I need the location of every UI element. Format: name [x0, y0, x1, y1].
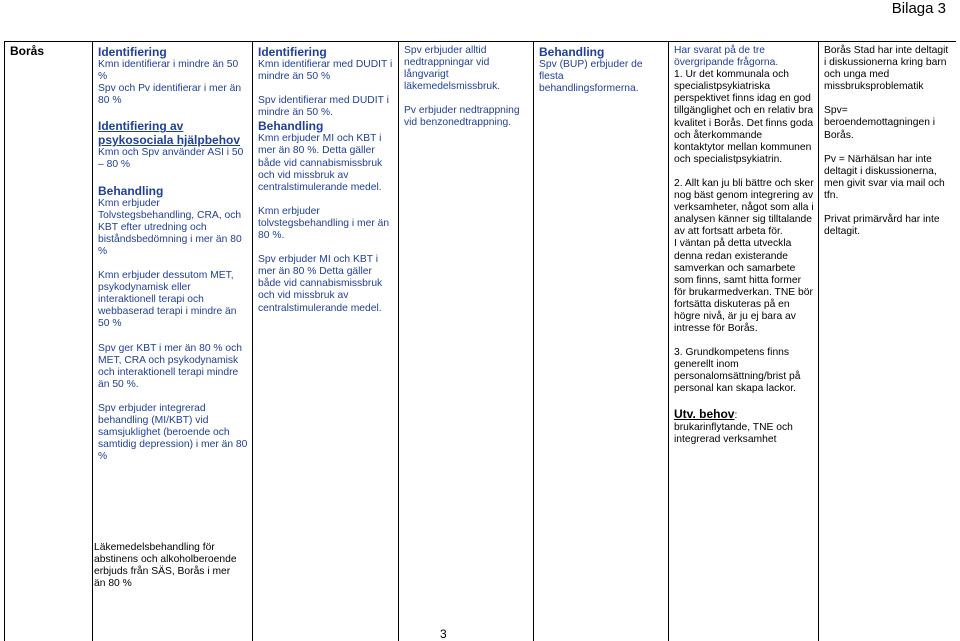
- identification-text: [98, 59, 248, 107]
- identification-paragraph: Kmn identifierar med DUDIT i mindre än 50 %: [258, 59, 393, 83]
- page-number: 3: [440, 627, 447, 641]
- identification-line: Spv och Pv identifierar i mer än 80 %: [98, 83, 242, 107]
- comment-paragraph: Spv= beroendemottagningen i Borås.: [824, 105, 936, 141]
- place-column: [5, 42, 93, 641]
- analysis-intro: Har svarat på de tre övergripande frågorna.: [674, 45, 779, 69]
- identification-heading: Identifiering: [258, 45, 327, 59]
- analysis-column: [669, 42, 819, 641]
- treatment-heading: Behandling: [98, 183, 164, 198]
- medication-column: [399, 42, 534, 641]
- identification-heading: Identifiering: [98, 45, 167, 59]
- psychosocial-text: Kmn och Spv använder ASI i 50 – 80 %: [98, 147, 244, 171]
- treatment-paragraph: Spv erbjuder MI och KBT i mer än 80 % Detta gäller både vid cannabismissbruk och vid missbruk av centralstimulerande medel.: [258, 254, 383, 314]
- treatment-paragraph: Kmn erbjuder Tolvstegsbehandling, CRA, och KBT efter utredning och biståndsbedömning i mer än 80 %: [98, 197, 242, 257]
- psychosocial-heading: Identifiering av psykosociala hjälpbehov: [98, 119, 241, 148]
- youth-text: Spv (BUP) erbjuder de flesta behandlingsformerna.: [539, 59, 643, 95]
- comments-column: [819, 42, 957, 641]
- analysis-paragraph: 3. Grundkompetens finns generellt inom personalomsättning/brist på personal kan skapa lackor.: [674, 347, 801, 395]
- analysis-paragraph: 1. Ur det kommunala och specialistpsykiatriska perspektivet finns idag en god tillgänglighet och en relativ bra kvalitet i Borås. Det finns goda och återkommande kontaktytor mellan kommunen och specialistpsykiatrin.: [674, 69, 814, 165]
- treatment-heading: Behandling: [258, 119, 324, 134]
- analysis-paragraph: I väntan på detta utveckla denna redan existerande samverkan och samarbete som finns, samt hitta former för brukarmedverkan. TNE bör fortsätta diskuteras på en högre nivå, är ju ej bara av intresse för Borås.: [674, 238, 813, 335]
- identification-paragraph: Spv identifierar med DUDIT i mindre än 50 %.: [258, 95, 389, 119]
- comment-paragraph: Privat primärvård har inte deltagit.: [824, 214, 940, 238]
- treatment-paragraph: Spv erbjuder integrerad behandling (MI/KBT) vid samsjuklighet (beroende och samtidig depression) i mer än 80 %: [98, 402, 248, 463]
- medication-paragraph: Spv erbjuder alltid nedtrappningar vid långvarigt läkemedelsmissbruk.: [404, 45, 501, 93]
- place-name: Borås: [10, 44, 45, 58]
- analysis-paragraph: 2. Allt kan ju bli bättre och sker nog bäst genom integrering av verksamheter, något som alla i analysen känner sig tilltalande av att fortsatt arbeta för.: [674, 177, 814, 238]
- development-needs: [674, 408, 814, 446]
- narcotics-column: [253, 42, 399, 641]
- medication-paragraph: Pv erbjuder nedtrappning vid benzonedtrappning.: [404, 105, 520, 129]
- attachment-label: Bilaga 3: [891, 0, 946, 17]
- treatment-heading: Behandling: [539, 45, 605, 59]
- comment-paragraph: Borås Stad har inte deltagit i diskussionerna kring barn och unga med missbruksproblematik: [824, 45, 949, 93]
- identification-line: Kmn identifierar i mindre än 50 %: [98, 59, 239, 83]
- treatment-paragraph: Kmn erbjuder MI och KBT i mer än 80 %. Detta gäller både vid cannabismissbruk och vid missbruk av centralstimulerande medel.: [258, 133, 383, 193]
- medication-note: Läkemedelsbehandling för abstinens och alkoholberoende erbjuds från SÄS, Borås i mer än 80 %: [94, 542, 237, 590]
- treatment-paragraph: Spv ger KBT i mer än 80 % och MET, CRA och psykodynamisk och interaktionell terapi mindre än 50 %.: [98, 342, 243, 390]
- development-needs-colon: :: [734, 409, 738, 421]
- treatment-paragraph: Kmn erbjuder dessutom MET, psykodynamisk eller interaktionell terapi och webbaserad terapi i mindre än 50 %: [98, 270, 237, 330]
- comment-paragraph: Pv = Närhälsan har inte deltagit i diskussionerna, men givit svar via mail och tfn.: [824, 153, 945, 201]
- youth-column: [534, 42, 669, 641]
- treatment-paragraph: Kmn erbjuder tolvstegsbehandling i mer än 80 %.: [258, 205, 390, 242]
- development-needs-label: Utv. behov: [674, 406, 735, 421]
- development-needs-text: brukarinflytande, TNE och integrerad verksamhet: [674, 421, 793, 445]
